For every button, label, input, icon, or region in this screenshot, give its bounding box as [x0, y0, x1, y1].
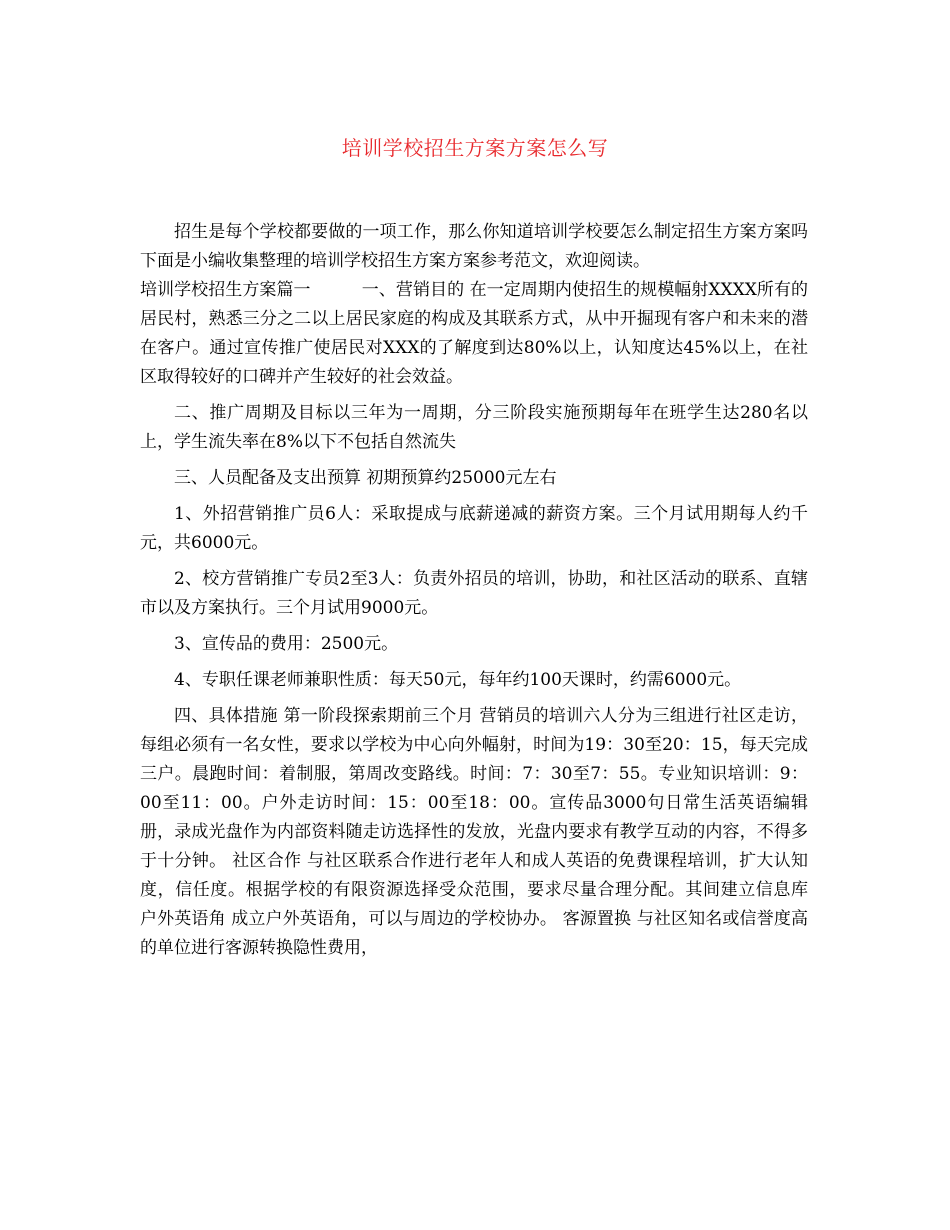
paragraph-section-1: 培训学校招生方案篇一 一、营销目的 在一定周期内使招生的规模幅射XXXX所有的居民村，熟悉三分之二以上居民家庭的构成及其联系方式，从中开掘现有客户和未来的潜在客户。通过宣传推广使居民对XXX的了解度到达80%以上，认知度达45%以上，在社区取得较好的口碑并产生较好的社会效益。: [140, 280, 808, 387]
paragraph-item-4: 4、专职任课老师兼职性质：每天50元，每年约100天课时，约需6000元。: [174, 670, 742, 690]
paragraph-item-1: 1、外招营销推广员6人：采取提成与底薪递减的薪资方案。三个月试用期每人约千元，共6000元。: [140, 504, 808, 553]
paragraph-section-3: 三、人员配备及支出预算 初期预算约25000元左右: [174, 468, 557, 488]
document-body: [140, 218, 808, 970]
paragraph-item-2: 2、校方营销推广专员2至3人：负责外招员的培训，协助，和社区活动的联系、直辖市以及方案执行。三个月试用9000元。: [140, 569, 808, 618]
paragraph-intro: 招生是每个学校都要做的一项工作，那么你知道培训学校要怎么制定招生方案方案吗下面是小编收集整理的培训学校招生方案方案参考范文，欢迎阅读。: [140, 222, 808, 271]
paragraph-section-4: 四、具体措施 第一阶段探索期前三个月 营销员的培训六人分为三组进行社区走访，每组必须有一名女性，要求以学校为中心向外幅射，时间为19：30至20：15，每天完成三户。晨跑时间：着制服，第周改变路线。时间：7：30至7：55。专业知识培训：9：00至11：00。户外走访时间：15：00至18：00。宣传品3000句日常生活英语编辑册，录成光盘作为内部资料随走访选择性的发放，光盘内要求有教学互动的内容，不得多于十分钟。 社区合作 与社区联系合作进行老年人和成人英语的免费课程培训，扩大认知度，信任度。根据学校的有限资源选择受众范围，要求尽量合理分配。其间建立信息库 户外英语角 成立户外英语角，可以与周边的学校协办。 客源置换 与社区知名或信誉度高的单位进行客源转换隐性费用，: [140, 706, 808, 958]
paragraph-item-3: 3、宣传品的费用：2500元。: [174, 634, 399, 654]
document-title: 培训学校招生方案方案怎么写: [341, 136, 609, 160]
paragraph-section-2: 二、推广周期及目标以三年为一周期，分三阶段实施预期每年在班学生达280名以上，学生流失率在8%以下不包括自然流失: [140, 403, 808, 452]
